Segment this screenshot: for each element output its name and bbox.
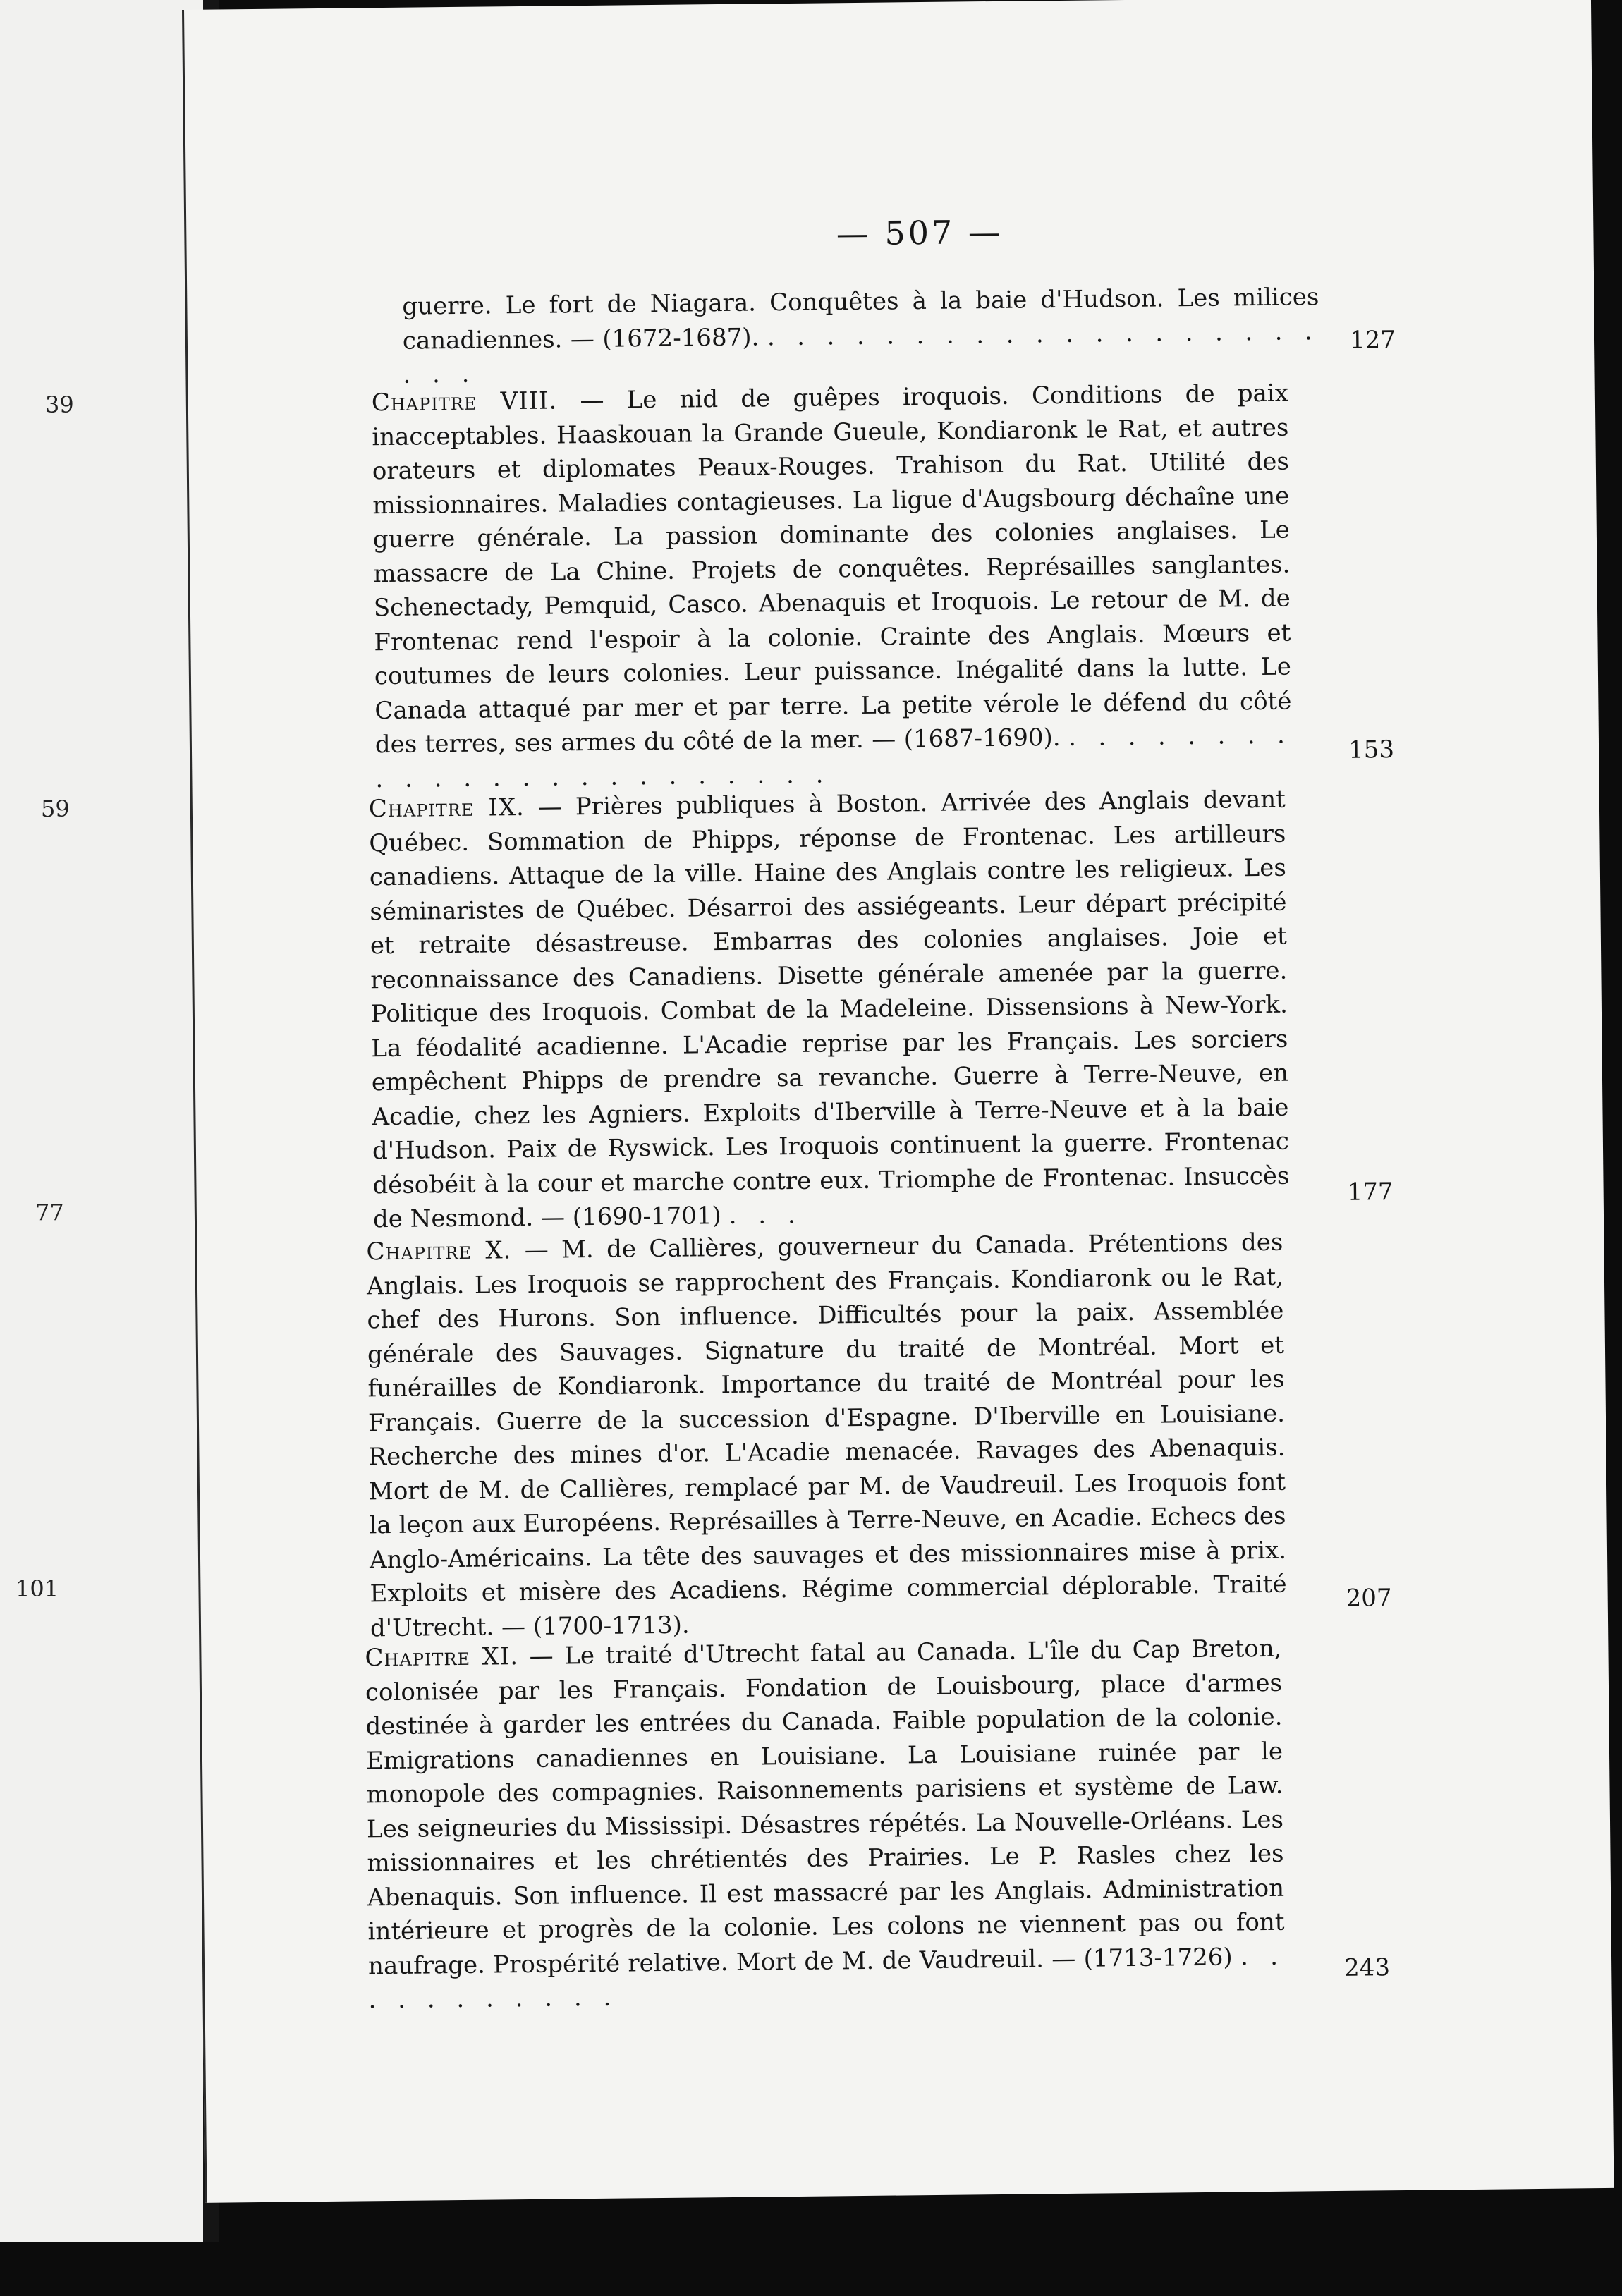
page-number: — 507 — (836, 212, 1004, 253)
left-page-number: 77 (35, 1199, 64, 1226)
left-page-fragment (0, 0, 203, 2296)
chapter-summary: — Le nid de guêpes iroquois. Conditions de paix inacceptables. Haaskouan la Grande Gueule, Kondiaronk le Rat, et autres orateurs et diplomates Peaux-Rouges. Trahison du Rat. Utilité des missionnaires. Maladies contagieuses. La ligue d'Augsbourg déchaîne une guerre générale. La passion dominante des colonies anglaises. Le massacre de La Chine. Projets de conquêtes. Représailles sanglantes. Schenectady, Pemquid, Casco. Abenaquis et Iroquois. Le retour de M. de Frontenac rend l'espoir à la colonie. Crainte des Anglais. Mœurs et coutumes de leurs colonies. Leur puissance. Inégalité dans la lutte. Le Canada attaqué par mer et par terre. La petite vérole le défend du côté des terres, ses armes du côté de la mer. — (1687-1690). (372, 379, 1292, 759)
leader-dots: . . . . . . . . . . . (368, 1942, 1286, 2015)
leader-dots: . . . . . . . . . . . . . . . . . . . . . . (403, 317, 1320, 389)
chapter-continuation (402, 280, 1319, 392)
scan-border (0, 2242, 1622, 2296)
toc-entry-chapter-10 (366, 1226, 1287, 1646)
toc-page-number: 127 (1349, 326, 1396, 355)
left-page-number: 39 (45, 391, 74, 418)
chapter-summary: — M. de Callières, gouverneur du Canada. Prétentions des Anglais. Les Iroquois se rapprochent des Français. Kondiaronk ou le Rat, chef des Hurons. Son influence. Difficultés pour la paix. Assemblée générale des Sauvages. Signature du traité de Montréal. Mort et funérailles de Kondiaronk. Importance du traité de Montréal pour les Français. Guerre de la succession d'Espagne. D'Iberville en Louisiane. Recherche des mines d'or. L'Acadie menacée. Ravages des Abenaquis. Mort de M. de Callières, remplacé par M. de Vaudreuil. Les Iroquois font la leçon aux Européens. Représailles à Terre-Neuve, en Acadie. Echecs des Anglo-Américains. La tête des sauvages et des missionnaires mise à prix. Exploits et misère des Acadiens. Régime commercial déplorable. Traité d'Utrecht. — (1700-1713). (366, 1228, 1287, 1642)
toc-page-number: 177 (1347, 1178, 1394, 1207)
toc-entry-chapter-11 (365, 1632, 1286, 2017)
left-page-number: 59 (41, 795, 70, 822)
chapter-label: Chapitre X. (366, 1236, 512, 1266)
main-page (182, 0, 1614, 2203)
continuation-text: guerre. Le fort de Niagara. Conquêtes à la baie d'Hudson. Les milices canadiennes. — (1672-1687). (402, 283, 1319, 355)
toc-page-number: 243 (1343, 1953, 1391, 1982)
leader-dots: . . . . . . . . . . . . . . . . . . . . . . . . (375, 721, 1293, 793)
toc-page-number: 153 (1348, 735, 1395, 764)
chapter-summary: — Prières publiques à Boston. Arrivée des Anglais devant Québec. Sommation de Phipps, réponse de Frontenac. Les artilleurs canadiens. Attaque de la ville. Haine des Anglais contre les religieux. Les séminaristes de Québec. Désarroi des assiégeants. Leur départ précipité et retraite désastreuse. Embarras des colonies anglaises. Joie et reconnaissance des Canadiens. Disette générale amenée par la guerre. Politique des Iroquois. Combat de la Madeleine. Dissensions à New-York. La féodalité acadienne. L'Acadie reprise par les Français. Les sorciers empêchent Phipps de prendre sa revanche. Guerre à Terre-Neuve, en Acadie, chez les Agniers. Exploits d'Iberville à Terre-Neuve et à la baie d'Hudson. Paix de Ryswick. Les Iroquois continuent la guerre. Frontenac désobéit à la cour et marche contre eux. Triomphe de Frontenac. Insuccès de Nesmond. — (1690-1701) (369, 785, 1290, 1234)
toc-entry-chapter-9 (369, 783, 1291, 1237)
chapter-label: Chapitre IX. (368, 793, 525, 824)
chapter-summary: — Le traité d'Utrecht fatal au Canada. L'île du Cap Breton, colonisée par les Français. Fondation de Louisbourg, place d'armes destinée à garder les entrées du Canada. Faible population de la colonie. Emigrations canadiennes en Louisiane. La Louisiane ruinée par le monopole des compagnies. Raisonnements parisiens et système de Law. Les seigneuries du Mississipi. Désastres répétés. La Nouvelle-Orléans. Les missionnaires et les chrétientés des Prairies. Le P. Rasles chez les Abenaquis. Son influence. Il est massacré par les Anglais. Administration intérieure et progrès de la colonie. Les colons ne viennent pas ou font naufrage. Prospérité relative. Mort de M. de Vaudreuil. — (1713-1726) (365, 1634, 1285, 1980)
chapter-label: Chapitre VIII. (371, 386, 558, 417)
leader-dots: . . . (728, 1200, 803, 1230)
left-page-number: 101 (16, 1575, 59, 1602)
toc-entry-chapter-8 (372, 377, 1293, 797)
chapter-label: Chapitre XI. (365, 1642, 519, 1673)
toc-page-number: 207 (1346, 1584, 1392, 1613)
